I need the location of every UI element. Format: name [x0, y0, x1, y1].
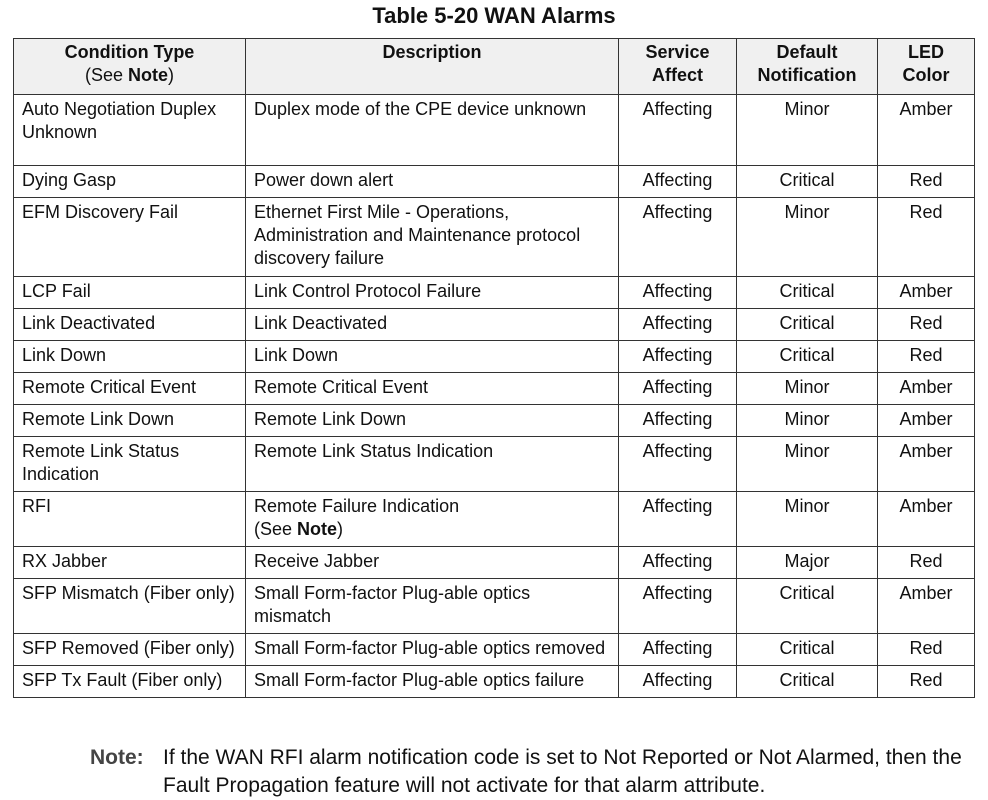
- cell-notification: Critical: [737, 666, 878, 698]
- table-row: [14, 95, 975, 166]
- cell-led: Red: [878, 634, 975, 666]
- cell-notification: Minor: [737, 437, 878, 492]
- header-service-line1: Service: [645, 42, 710, 62]
- cell-notification: Critical: [737, 634, 878, 666]
- cell-service: Affecting: [619, 405, 737, 437]
- cell-description: Link Deactivated: [246, 309, 619, 341]
- header-condition-type: [14, 39, 246, 95]
- cell-description-see: (See: [254, 519, 298, 539]
- header-description: Description: [246, 39, 619, 95]
- table-title: Table 5-20 WAN Alarms: [372, 3, 616, 28]
- cell-condition: Dying Gasp: [14, 166, 246, 198]
- cell-condition: RX Jabber: [14, 547, 246, 579]
- cell-service: Affecting: [619, 634, 737, 666]
- table-row: [14, 166, 975, 198]
- cell-condition: Remote Link Down: [14, 405, 246, 437]
- cell-led: Red: [878, 198, 975, 277]
- cell-service: Affecting: [619, 492, 737, 547]
- table-row: [14, 309, 975, 341]
- table-note: [90, 744, 970, 800]
- cell-description: Remote Critical Event: [246, 373, 619, 405]
- cell-description-close: ): [337, 519, 344, 539]
- header-notification-line2: Notification: [757, 65, 857, 85]
- table-header-row: [14, 39, 975, 95]
- header-led-line2: Color: [902, 65, 950, 85]
- cell-condition: SFP Removed (Fiber only): [14, 634, 246, 666]
- cell-condition: Auto Negotiation Duplex Unknown: [14, 95, 246, 166]
- table-row: [14, 547, 975, 579]
- cell-service: Affecting: [619, 95, 737, 166]
- table-row: [14, 198, 975, 277]
- cell-led: Amber: [878, 492, 975, 547]
- table-row: [14, 373, 975, 405]
- cell-led: Amber: [878, 277, 975, 309]
- cell-condition: LCP Fail: [14, 277, 246, 309]
- cell-service: Affecting: [619, 666, 737, 698]
- cell-service: Affecting: [619, 277, 737, 309]
- cell-service: Affecting: [619, 437, 737, 492]
- table-row: [14, 579, 975, 634]
- cell-condition: Remote Critical Event: [14, 373, 246, 405]
- header-condition-close: ): [168, 65, 175, 85]
- cell-led: Amber: [878, 579, 975, 634]
- cell-service: Affecting: [619, 166, 737, 198]
- cell-condition: Remote Link Status Indication: [14, 437, 246, 492]
- table-row: [14, 405, 975, 437]
- cell-description: Link Control Protocol Failure: [246, 277, 619, 309]
- wan-alarms-table: [13, 38, 975, 698]
- cell-led: Red: [878, 309, 975, 341]
- cell-description: Remote Link Down: [246, 405, 619, 437]
- cell-description-text: Remote Failure Indication: [254, 496, 460, 516]
- cell-notification: Minor: [737, 405, 878, 437]
- cell-description: Small Form-factor Plug-able optics failure: [246, 666, 619, 698]
- header-notification-line1: Default: [776, 42, 838, 62]
- cell-service: Affecting: [619, 341, 737, 373]
- cell-led: Amber: [878, 405, 975, 437]
- cell-notification: Critical: [737, 309, 878, 341]
- cell-led: Red: [878, 166, 975, 198]
- note-label: Note:: [90, 746, 144, 769]
- cell-notification: Critical: [737, 341, 878, 373]
- cell-description: Duplex mode of the CPE device unknown: [246, 95, 619, 166]
- cell-service: Affecting: [619, 547, 737, 579]
- header-led-color: [878, 39, 975, 95]
- header-led-line1: LED: [908, 42, 944, 62]
- table-row: [14, 437, 975, 492]
- cell-description-note: Note: [297, 519, 338, 539]
- table-row: [14, 666, 975, 698]
- cell-condition: RFI: [14, 492, 246, 547]
- cell-description: Small Form-factor Plug-able optics mismatch: [246, 579, 619, 634]
- cell-notification: Minor: [737, 95, 878, 166]
- cell-service: Affecting: [619, 579, 737, 634]
- note-text: If the WAN RFI alarm notification code is set to Not Reported or Not Alarmed, then the Fault Propagation feature will not activate for that alarm attribute.: [163, 746, 962, 797]
- cell-led: Amber: [878, 95, 975, 166]
- cell-notification: Critical: [737, 579, 878, 634]
- cell-description: Receive Jabber: [246, 547, 619, 579]
- cell-led: Amber: [878, 373, 975, 405]
- cell-notification: Minor: [737, 198, 878, 277]
- cell-description: [246, 492, 619, 547]
- cell-led: Red: [878, 666, 975, 698]
- cell-description: Power down alert: [246, 166, 619, 198]
- cell-condition: SFP Tx Fault (Fiber only): [14, 666, 246, 698]
- cell-service: Affecting: [619, 373, 737, 405]
- cell-condition: SFP Mismatch (Fiber only): [14, 579, 246, 634]
- cell-description: Remote Link Status Indication: [246, 437, 619, 492]
- table-row: [14, 634, 975, 666]
- header-condition-label: Condition Type: [64, 42, 195, 62]
- table-row: [14, 492, 975, 547]
- cell-led: Red: [878, 341, 975, 373]
- cell-notification: Critical: [737, 166, 878, 198]
- header-condition-see: (See: [84, 65, 129, 85]
- cell-description: Small Form-factor Plug-able optics removed: [246, 634, 619, 666]
- cell-description: Link Down: [246, 341, 619, 373]
- cell-notification: Critical: [737, 277, 878, 309]
- cell-description: Ethernet First Mile - Operations, Administration and Maintenance protocol discovery failure: [246, 198, 619, 277]
- header-service-affect: [619, 39, 737, 95]
- header-service-line2: Affect: [651, 65, 703, 85]
- cell-condition: EFM Discovery Fail: [14, 198, 246, 277]
- cell-notification: Minor: [737, 492, 878, 547]
- table-row: [14, 341, 975, 373]
- cell-service: Affecting: [619, 198, 737, 277]
- cell-condition: Link Down: [14, 341, 246, 373]
- header-default-notification: [737, 39, 878, 95]
- cell-led: Red: [878, 547, 975, 579]
- header-condition-note: Note: [128, 65, 169, 85]
- table-row: [14, 277, 975, 309]
- cell-notification: Minor: [737, 373, 878, 405]
- cell-led: Amber: [878, 437, 975, 492]
- cell-notification: Major: [737, 547, 878, 579]
- cell-condition: Link Deactivated: [14, 309, 246, 341]
- cell-service: Affecting: [619, 309, 737, 341]
